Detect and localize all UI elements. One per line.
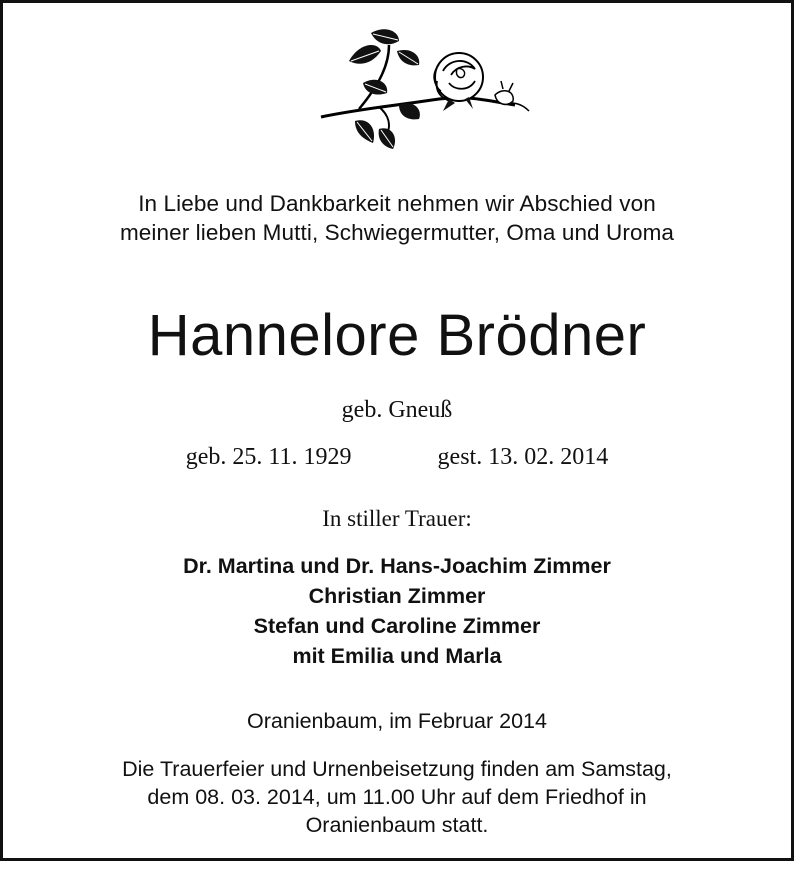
ceremony-info xyxy=(3,755,791,839)
family-list xyxy=(3,551,791,671)
ceremony-line: dem 08. 03. 2014, um 11.00 Uhr auf dem Friedhof in xyxy=(147,785,647,809)
ceremony-line: Oranienbaum statt. xyxy=(305,813,489,837)
family-member: Christian Zimmer xyxy=(308,584,486,608)
intro-line: In Liebe und Dankbarkeit nehmen wir Abschied von xyxy=(138,191,656,216)
mourning-label: In stiller Trauer: xyxy=(322,506,472,531)
family-member: Stefan und Caroline Zimmer xyxy=(253,614,541,638)
birth-date: geb. 25. 11. 1929 xyxy=(185,444,352,470)
family-member: Dr. Martina und Dr. Hans-Joachim Zimmer xyxy=(183,554,611,578)
death-date: gest. 13. 02. 2014 xyxy=(437,444,609,470)
intro-text xyxy=(3,189,791,247)
maiden-name: geb. Gneuß xyxy=(341,397,453,423)
family-member: mit Emilia und Marla xyxy=(292,644,502,668)
ceremony-line: Die Trauerfeier und Urnenbeisetzung finden am Samstag, xyxy=(122,757,672,781)
life-dates xyxy=(3,443,791,471)
rose-icon xyxy=(319,25,533,161)
intro-line: meiner lieben Mutti, Schwiegermutter, Oma und Uroma xyxy=(119,220,675,245)
deceased-name: Hannelore Brödner xyxy=(147,303,647,368)
place-date: Oranienbaum, im Februar 2014 xyxy=(247,709,547,733)
